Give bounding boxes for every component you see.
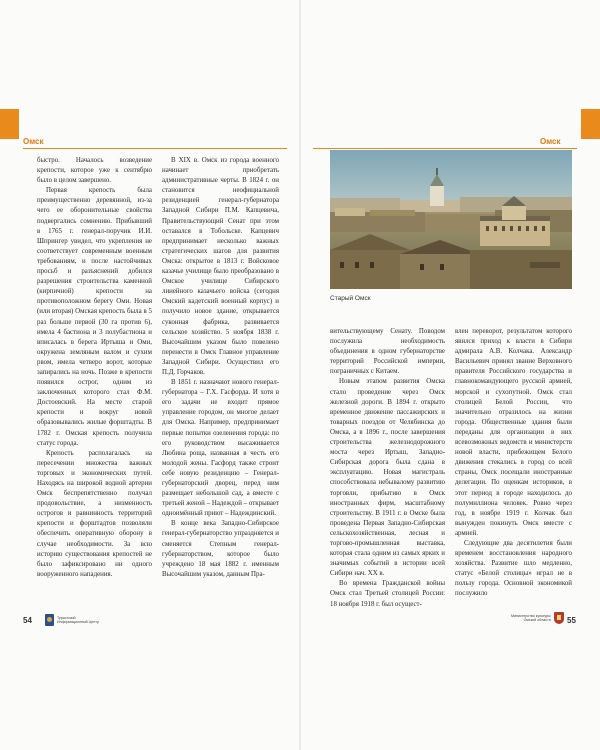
- right-section-tab: [581, 109, 600, 139]
- book-gutter: [299, 0, 301, 750]
- left-header-rule: [23, 148, 287, 149]
- paragraph: В конце века Западно-Сибирское генерал-губернаторство упраздняется и сменяется Степным генерал-губернаторством, которое было учреждено 18 мая 1882 г. именным Высочайшим указом, данным Пра-: [162, 520, 279, 578]
- right-header-rule: [313, 148, 577, 149]
- tourist-center-emblem-icon: [45, 614, 54, 626]
- old-omsk-photo: [330, 150, 572, 289]
- coat-of-arms-icon: [554, 612, 564, 624]
- paragraph: влен переворот, результатом которого явился приход к власти в Сибири адмирала А.В. Колчака. Александр Васильевич принял звание Верховного правителя Российского государства и главнокомандующего русской армией, морской и сухопутной. Омск стал столицей Белой России, что значительно отразилось на жизни города. Общественные здания были переданы для организации в них всевозможных ведомств и министерств новой власти, прибежищем Белого движения стекались в город со всей страны, Омск посещали иностранные делегации. По оценкам историков, в этот период в городе находилось до полумиллиона человек. Ровно через год, в ноябре 1919 г. Колчак был вынужден покинуть Омск вместе с армией.: [455, 328, 572, 537]
- paragraph: Во времена Гражданской войны Омск стал Третьей столицей России: 18 ноября 1918 г. был осущест-: [330, 580, 445, 608]
- ministry-culture-logo-text: Министерство культуры Омской области: [511, 613, 551, 622]
- left-page-number: 54: [23, 616, 32, 625]
- left-page-column-2: [162, 156, 279, 588]
- paragraph: В 1851 г. назначают нового генерал-губернатора – Г.Х. Гасфорда. И хотя в его задачи не входит прямое управление городом, он многое делает для Омска. Например, предпринимает первые попытки озеленения города: по его руководством высаживается Любина роща, названная в честь его молодой жены. Гасфорд также строит себе новую резиденцию – Генерал-губернаторский дворец, перед ним размещает небольшой сад, а вместе с третьей женой – Надеждой – открывает одноимённый приют – Надеждинский.: [162, 379, 279, 518]
- paragraph: Крепость располагалась на пересечении множества важных торговых и экономических путей. Находясь на широкой водной артерии Омск беспрепятственно получал продовольствие, а низменность острогов и равнинность территорий крепости и форштадтов позволяли обеспечить оперативную оборону в случае необходимости. За всю историю существования крепостей не было зафиксировано ни одного вооруженного нападения.: [37, 449, 152, 578]
- tourist-center-logo-text: Туристский Информационный Центр: [57, 615, 99, 624]
- left-section-tab: [0, 109, 19, 139]
- right-page-column-2: [455, 327, 572, 598]
- ministry-culture-logo: [511, 612, 564, 624]
- tourist-center-logo: [45, 614, 99, 626]
- paragraph: В XIX в. Омск из города военного начинает приобретать административные черты. В 1824 г. он становится неофициальной резиденцией генерал-губернатора Западной Сибири П.М. Капцевича, Правительствующий Сенат при этом оставался в Тобольске. Капцевич предпринимает несколько важных стратегических шагов для развития Омска: открытое в 1813 г. Войсковое казачье училище было преобразовано в Омское училище Сибирского линейного казачьего войска (сегодня Омский кадетский военный корпус) и получило новое здание, открывается суконная фабрика, развивается сельское хозяйство. 5 ноября 1838 г. Высочайшим указом было повелено перенести в Омск Главное управление Западной Сибири. Осуществил его П.Д. Горчаков.: [162, 157, 279, 376]
- left-section-title: Омск: [23, 137, 44, 146]
- right-section-title: Омск: [540, 137, 561, 146]
- paragraph: вительствующему Сенату. Поводом послужила необходимость объединения в одном губернаторстве территорий Российской империи, пограничных с Китаем.: [330, 328, 445, 376]
- paragraph: Первая крепость была преимущественно деревянной, из-за чего ее оборонительные свойства подвергались сомнению. Прибывший в 1765 г. генерал-поручик И.И. Шпрингер увидел, что укрепления не соответствует современным военным требованиям, и после настойчивых просьб и разъяснений добился разрешения строительства каменной (кирпичной) крепости на противоположном берегу Оми. Новая (или вторая) Омская крепость была в 5 раз больше первой (30 га против 6), имела 4 бастиона и 3 полубастиона и вписалась в берега Иртыша и Оми, окружена земляным валом и сухим рвом, имела четверо ворот, которые запирались на ночь. Позже в крепости появился острог, одним из заключенных которого стал Ф.М. Достоевский. На месте старой крепости и вокруг новой образовывались жилые форштадты. В 1782 г. Омская крепость получила статус города.: [37, 187, 152, 447]
- right-page-column-1: [330, 327, 445, 608]
- old-omsk-cityscape-illustration: [330, 150, 572, 289]
- paragraph: быстро. Началось возведение крепости, которое уже к сентябрю было в целом завершено.: [37, 157, 152, 185]
- photo-caption: Старый Омск: [330, 295, 371, 302]
- paragraph: Следующие два десятилетия были временем восстановления народного хозяйства. Развитие шло медленно, статус «Белой столицы» играл не в пользу города. Основной экономикой послужило: [455, 539, 572, 598]
- paragraph: Новым этапом развития Омска стало проведение через Омск железной дороги. В 1894 г. открыто временное движение пассажирских и товарных поездов от Челябинска до Омска, а в 1896 г., после завершения строительства железнодорожного моста через Иртыш, Западно-Сибирская дорога была сдана в эксплуатацию. Новая магистраль способствовала небывалому развитию торговли, прибытию в Омск иностранных фирм, масштабному строительству. В 1911 г. в Омске была проведена Первая Западно-Сибирская сельскохозяйственная, лесная и торгово-промышленная выставка, которая стала одним из самых ярких и значимых событий в истории всей Сибири нач. XX в.: [330, 378, 445, 578]
- right-page-number: 55: [567, 616, 576, 625]
- left-page-column-1: [37, 156, 152, 588]
